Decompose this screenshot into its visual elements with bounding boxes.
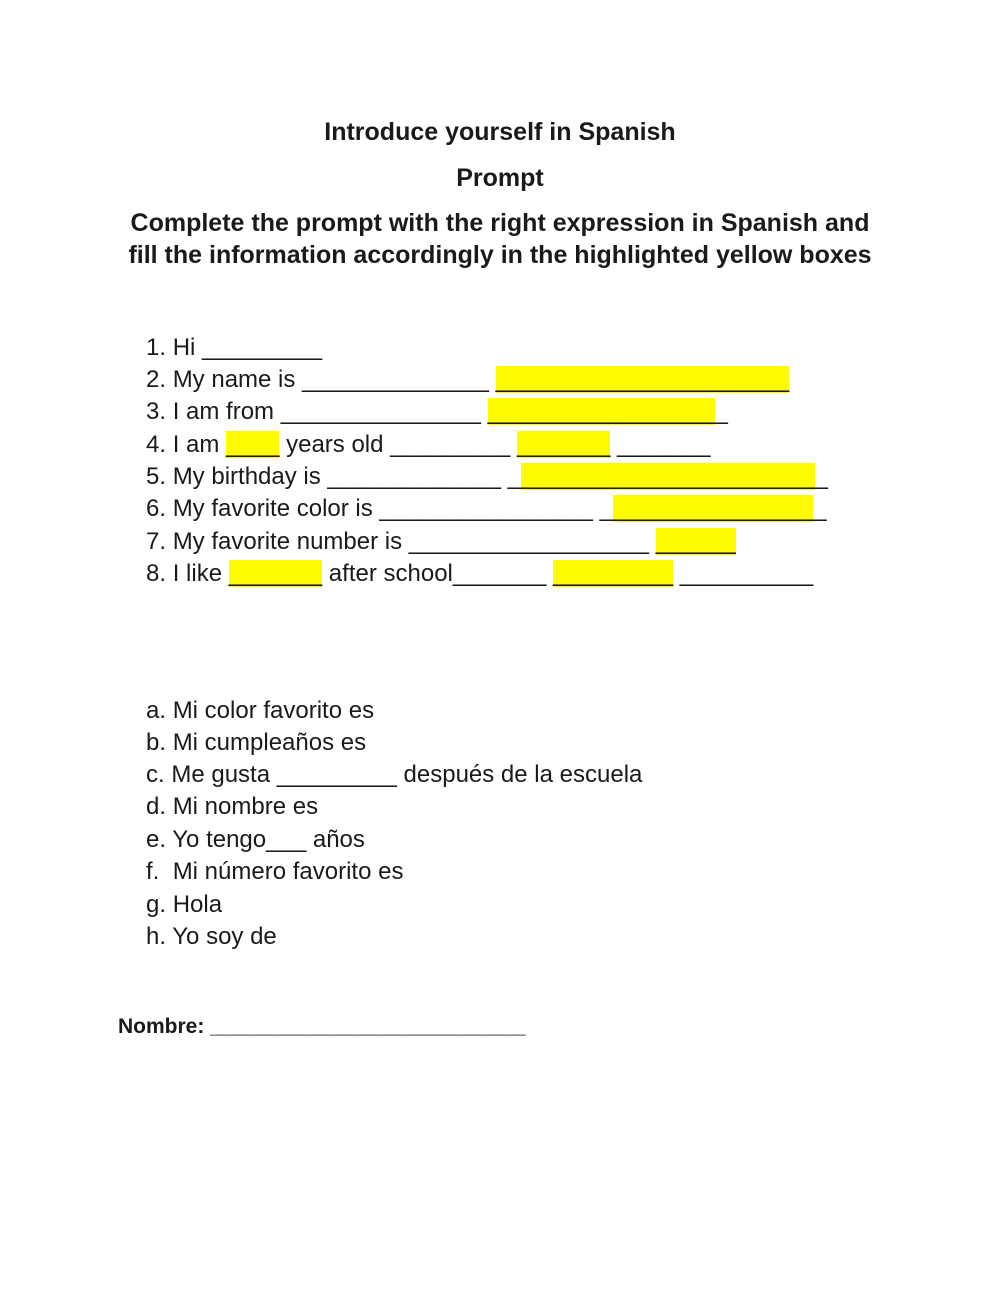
instructions-line-2: fill the information accordingly in the highlighted yellow boxes (128, 241, 872, 269)
item-number: 5. (146, 463, 167, 490)
item-text: My birthday is _____________ _ (172, 463, 521, 490)
option-text: Hola (172, 891, 223, 918)
option-text: Yo tengo___ años (172, 826, 365, 853)
option-letter: h. (146, 923, 167, 950)
prompt-item-3 (146, 397, 728, 427)
item-text: Hi _________ (172, 334, 323, 361)
option-e (146, 825, 365, 855)
yellow-answer-box[interactable]: ______ (655, 528, 736, 555)
prompt-item-2 (146, 365, 789, 395)
item-text: __________ (673, 560, 814, 587)
item-number: 8. (146, 560, 167, 587)
option-h (146, 922, 277, 952)
option-g (146, 890, 222, 920)
item-number: 4. (146, 431, 167, 458)
option-letter: f. (146, 858, 160, 885)
item-text: I am from _______________ (172, 398, 488, 425)
option-letter: b. (146, 729, 167, 756)
item-text: My favorite color is ________________ _ (172, 495, 613, 522)
yellow-answer-box[interactable]: _______ (228, 560, 323, 587)
name-field (118, 1012, 526, 1042)
option-text: Mi número favorito es (172, 858, 404, 885)
option-text: Mi color favorito es (172, 697, 375, 724)
item-text: My name is ______________ (172, 366, 496, 393)
yellow-answer-box[interactable]: _________ (552, 560, 674, 587)
item-text: I like (172, 560, 229, 587)
item-number: 3. (146, 398, 167, 425)
option-text: Me gusta _________ después de la escuela (171, 761, 643, 788)
yellow-answer-box[interactable]: ______________________ (520, 463, 815, 490)
item-text: _ (813, 495, 827, 522)
page-subtitle: Prompt (456, 164, 544, 192)
option-text: Mi cumpleaños es (172, 729, 367, 756)
item-text: _ (814, 463, 828, 490)
prompt-item-4 (146, 430, 710, 460)
yellow-answer-box[interactable]: _______ (516, 431, 611, 458)
option-text: Mi nombre es (172, 793, 319, 820)
prompt-item-5 (146, 462, 828, 492)
instructions-line-1: Complete the prompt with the right expression in Spanish and (130, 209, 870, 237)
item-text: years old _________ (279, 431, 517, 458)
option-letter: e. (146, 826, 167, 853)
prompt-item-1 (146, 333, 322, 363)
yellow-answer-box[interactable]: _________________ (487, 398, 715, 425)
item-text: after school_______ (322, 560, 553, 587)
option-a (146, 696, 374, 726)
item-text: I am (172, 431, 227, 458)
option-letter: c. (146, 761, 165, 788)
yellow-answer-box[interactable]: ____ (226, 431, 280, 458)
item-number: 1. (146, 334, 167, 361)
option-letter: a. (146, 697, 167, 724)
option-d (146, 792, 318, 822)
page-title: Introduce yourself in Spanish (324, 118, 676, 146)
name-label: Nombre: (118, 1015, 205, 1038)
item-text: _______ (610, 431, 711, 458)
item-text: _ (714, 398, 728, 425)
option-c (146, 760, 642, 790)
prompt-item-7 (146, 527, 736, 557)
option-f (146, 857, 403, 887)
option-text: Yo soy de (172, 923, 277, 950)
item-number: 6. (146, 495, 167, 522)
option-letter: d. (146, 793, 167, 820)
item-number: 2. (146, 366, 167, 393)
option-letter: g. (146, 891, 167, 918)
item-number: 7. (146, 528, 167, 555)
yellow-answer-box[interactable]: _______________ (612, 495, 814, 522)
prompt-item-8 (146, 559, 813, 589)
prompt-item-6 (146, 494, 827, 524)
name-blank[interactable]: ___________________________ (210, 1015, 526, 1038)
option-b (146, 728, 366, 758)
item-text: My favorite number is __________________ (172, 528, 656, 555)
yellow-answer-box[interactable]: ______________________ (495, 366, 790, 393)
